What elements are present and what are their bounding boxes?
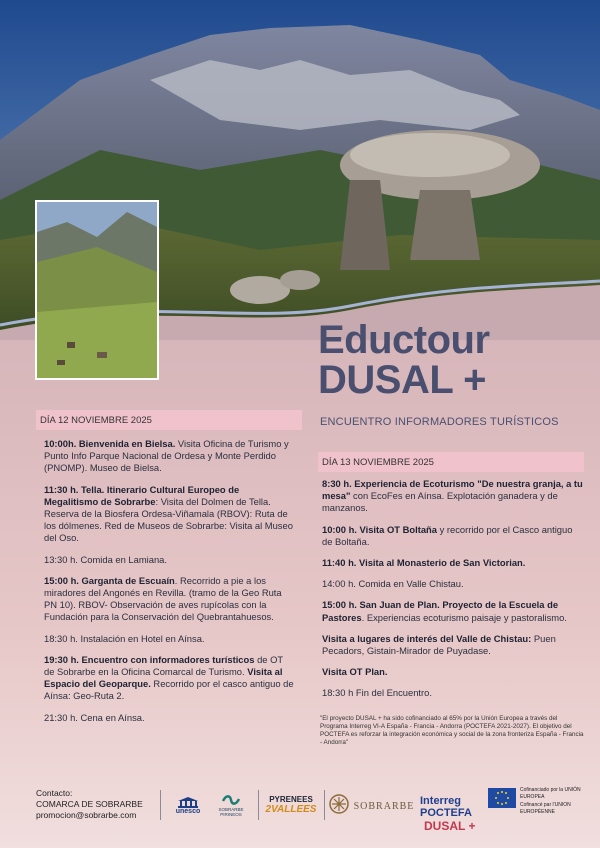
agenda-item: 8:30 h. Experiencia de Ecoturismo "De nuestra granja, a tu mesa" con EcoFes en Aínsa. Explotación ganadera y de manzanos.: [322, 478, 583, 514]
agenda-item: 18:30 h. Instalación en Hotel en Aínsa.: [44, 632, 205, 644]
divider: [160, 790, 161, 820]
contact-label: Contacto:: [36, 788, 73, 798]
eu-line1: Cofinanciado por la UNIÓN EUROPEA: [520, 787, 581, 800]
day1-header-text: DÍA 12 NOVIEMBRE 2025: [40, 414, 152, 426]
day2-header-text: DÍA 13 NOVIEMBRE 2025: [322, 456, 434, 468]
eu-line2: Cofinancé par l'UNION EUROPÉENNE: [520, 802, 571, 815]
agenda-item: 21:30 h. Cena en Aínsa.: [44, 711, 145, 723]
agenda-item: 13:30 h. Comida en Lamiana.: [44, 553, 167, 565]
divider: [258, 790, 259, 820]
sobrarbe-emblem-logo: [328, 793, 350, 815]
2vallees-text: 2VALLEES: [265, 804, 317, 815]
funding-note: "El proyecto DUSAL + ha sido cofinanciado al 65% por la Unión Europea a través del Programa Interreg VI-A España - Francia - Andorra (POCTEFA 2021-2027). El objetivo del POCTEFA es reforzar la integración económica y social de la zona fronteriza España - Francia - Andorra": [320, 715, 584, 746]
agenda-item: 11:30 h. Tella. Itinerario Cultural Europeo de Megalitismo de Sobrarbe: Visita del Dolmen de Tella. Reserva de la Biosfera Ordesa-Viñamala (RBOV): Ruta de los dólmenes. Red de Museos de Sobrarbe: Visita al Museo del Oso.: [44, 483, 293, 544]
interreg-text: Interreg: [420, 795, 461, 807]
sobrarbe-logo: [352, 798, 416, 814]
agenda-item: 10:00h. Bienvenida en Bielsa. Visita Oficina de Turismo y Punto Info Parque Nacional de Ordesa y Monte Perdido (PNOMP). Museo de Bielsa.: [44, 438, 289, 474]
valley-photo: [35, 200, 159, 380]
unesco-text: unesco: [175, 807, 201, 815]
agenda-item: 15:00 h. San Juan de Plan. Proyecto de la Escuela de Pastores. Experiencias ecoturismo paisaje y pastoralismo.: [322, 599, 567, 623]
unesco-temple-icon: [177, 796, 199, 808]
sobrarbe-pirineos-logo: [210, 790, 252, 820]
agenda-item: 19:30 h. Encuentro con informadores turísticos de OT de Sobrarbe en la Oficina Comarcal de Turismo. Visita al Espacio del Geoparque. Recorrido por el casco antiguo de Aínsa: Geo-Ruta 2.: [44, 653, 294, 702]
sobrarbe-text: SOBRARBE: [353, 800, 415, 812]
divider: [324, 790, 325, 820]
dusal-text: DUSAL +: [424, 819, 476, 833]
day1-header: [36, 410, 302, 430]
contact-email[interactable]: promocion@sobrarbe.com: [36, 810, 137, 820]
sobrarbe-pirineos-text: SOBRARBE PIRINEOS: [218, 807, 244, 817]
eu-stars-icon: [492, 790, 512, 806]
day2-header: [318, 452, 584, 472]
day2-agenda: [322, 478, 584, 709]
agenda-item: Visita OT Plan.: [322, 666, 388, 678]
subtitle: ENCUENTRO INFORMADORES TURÍSTICOS: [320, 416, 559, 428]
contact-org: COMARCA DE SOBRARBE: [36, 799, 143, 809]
day1-agenda: [44, 438, 294, 733]
pyrenees-text: PYRENEES: [269, 795, 313, 804]
agenda-item: 10:00 h. Visita OT Boltaña y recorrido por el Casco antiguo de Boltaña.: [322, 523, 573, 547]
agenda-item: 11:40 h. Visita al Monasterio de San Victorian.: [322, 557, 526, 569]
title-line2: DUSAL +: [318, 358, 487, 402]
emblem-icon: [328, 793, 350, 815]
agenda-item: 15:00 h. Garganta de Escuaín. Recorrido a pie a los miradores del Angonés en Revilla. (tramo de la Geo Ruta PN 10). RBOV- Observación de aves rupícolas con la Fundación para la Conservación del Quebrantahuesos.: [44, 574, 282, 623]
title-line1: Eductour: [318, 318, 490, 362]
dusal-logo: [424, 818, 494, 834]
contact-block: [36, 788, 143, 821]
eu-flag-icon: [488, 788, 516, 808]
unesco-logo: [170, 790, 206, 820]
agenda-item: 14:00 h. Comida en Valle Chistau.: [322, 578, 464, 590]
agenda-item: Visita a lugares de interés del Valle de Chistau: Puen Pecadors, Gistain-Mirador de Puyadase.: [322, 632, 556, 657]
pyrenees-2vallees-logo: [262, 790, 320, 820]
wave-icon: [222, 793, 240, 807]
agenda-item: 18:30 h Fin del Encuentro.: [322, 687, 432, 699]
poctefa-text: POCTEFA: [420, 807, 472, 819]
eu-cofinanced-text: [520, 787, 590, 815]
